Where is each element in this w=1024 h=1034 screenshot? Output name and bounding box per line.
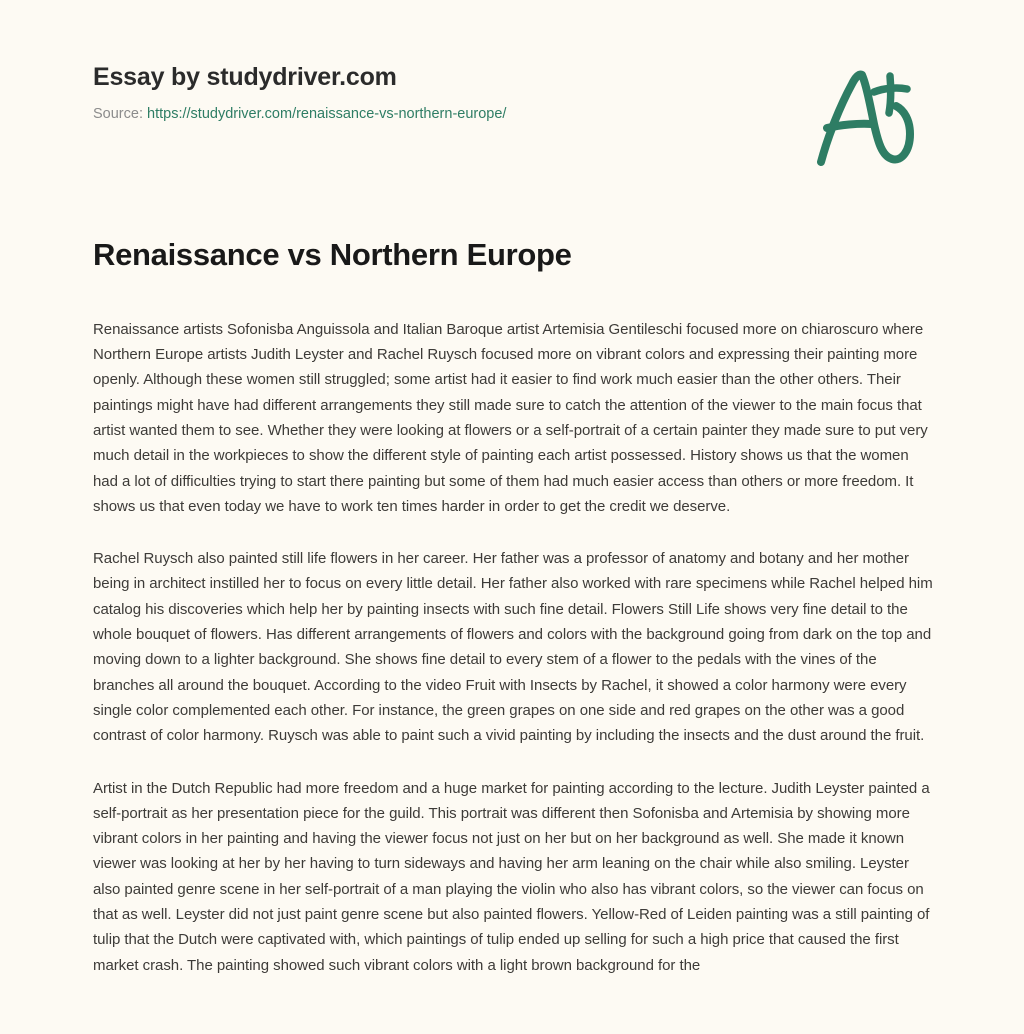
- article-paragraph: Renaissance artists Sofonisba Anguissola and Italian Baroque artist Artemisia Gentileschi focused more on chiaroscuro where Northern Europe artists Judith Leyster and Rachel Ruysch focused more on vibrant colors and expressing their painting more openly. Although these women still struggled; some artist had it easier to find work much easier than the other others. Their paintings might have had different arrangements they still made sure to catch the attention of the viewer to the main focus that artist wanted them to see. Whether they were looking at flowers or a self-portrait of a certain painter they made sure to put very much detail in the workpieces to show the different style of painting each artist possessed. History shows us that the women had a lot of difficulties trying to start there painting but some of them had much easier access than others or more freedom. It shows us that even today we have to work ten times harder in order to get the credit we deserve.: [93, 320, 928, 515]
- brand-title: Essay by studydriver.com: [93, 63, 397, 91]
- source-url-link[interactable]: https://studydriver.com/renaissance-vs-northern-europe/: [147, 106, 507, 122]
- a-plus-grade-icon-glyph: [812, 66, 922, 170]
- source-label: Source:: [93, 106, 143, 122]
- brand-block: [93, 62, 733, 123]
- page-header: [0, 0, 1024, 180]
- article: [93, 236, 933, 978]
- article-paragraph: Artist in the Dutch Republic had more freedom and a huge market for painting according to the lecture. Judith Leyster painted a self-portrait as her presentation piece for the guild. This portrait was different then Sofonisba and Artemisia by showing more vibrant colors in her painting and having the viewer focus not just on her but on her background as well. She made it known viewer was looking at her by her having to turn sideways and having her arm leaning on the chair while also smiling. Leyster also painted genre scene in her self-portrait of a man playing the violin who also has vibrant colors, so the viewer can focus on that as well. Leyster did not just paint genre scene but also painted flowers. Yellow-Red of Leiden painting was a still painting of tulip that the Dutch were captivated with, which paintings of tulip ended up selling for such a high price that caused the first market crash. The painting showed such vibrant colors with a light brown background for the: [93, 779, 930, 974]
- article-paragraph: Rachel Ruysch also painted still life flowers in her career. Her father was a professor of anatomy and botany and her mother being in architect instilled her to focus on every little detail. Her father also worked with rare specimens while Rachel helped him catalog his discoveries which help her by painting insects with such fine detail. Flowers Still Life shows very fine detail to the whole bouquet of flowers. Has different arrangements of flowers and colors with the background going from dark on the top and moving down to a lighter background. She shows fine detail to every stem of a flower to the pedals with the vines of the branches all around the bouquet. According to the video Fruit with Insects by Rachel, it showed a color harmony were every single color complemented each other. For instance, the green grapes on one side and red grapes on the other was a good contrast of color harmony. Ruysch was able to paint such a vivid painting by including the insects and the dust around the fruit.: [93, 550, 933, 745]
- page-title: Renaissance vs Northern Europe: [93, 237, 572, 272]
- source-line: [93, 106, 733, 123]
- article-body: [93, 317, 933, 978]
- a-plus-grade-icon[interactable]: [812, 66, 922, 170]
